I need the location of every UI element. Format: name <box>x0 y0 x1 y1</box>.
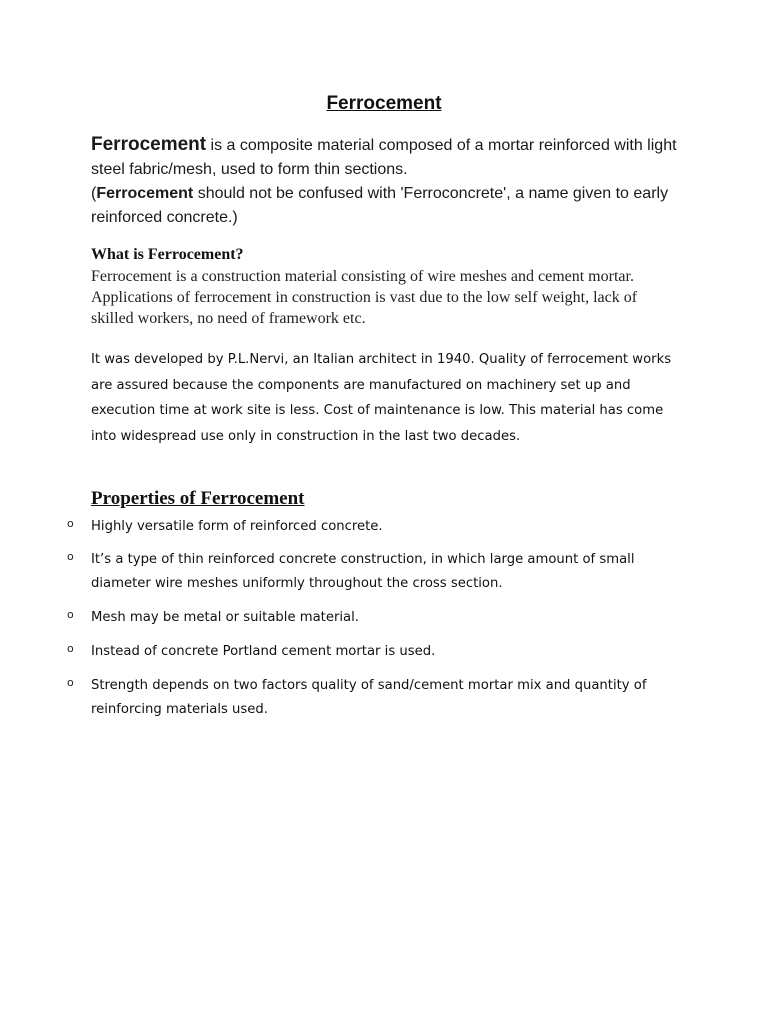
bullet-marker: o <box>67 550 74 563</box>
bullet-marker: o <box>67 676 74 689</box>
bullet-marker: o <box>67 642 74 655</box>
list-item-text: Strength depends on two factors quality of sand/cement mortar mix and quantity of reinforcing materials used. <box>91 678 647 717</box>
bullet-marker: o <box>67 517 74 530</box>
intro-paren-term: Ferrocement <box>96 185 194 202</box>
what-is-body: Ferrocement is a construction material consisting of wire meshes and cement mortar. Applications of ferrocement in construction is vast due to the low self weight, lack of skilled workers, no need of framework etc. <box>91 268 638 327</box>
list-item-text: Mesh may be metal or suitable material. <box>91 610 359 625</box>
intro-paren-open: ( <box>91 185 97 202</box>
intro-paren-text: should not be confused with 'Ferroconcrete', a name given to early reinforced concrete.) <box>91 185 669 226</box>
list-item-text: Highly versatile form of reinforced concrete. <box>91 519 383 534</box>
document-title: Ferrocement <box>326 93 442 114</box>
list-item-text: Instead of concrete Portland cement mortar is used. <box>91 644 436 659</box>
development-paragraph: It was developed by P.L.Nervi, an Italian architect in 1940. Quality of ferrocement works are assured because the components are manufactured on machinery set up and execution time at work site is less. Cost of maintenance is low. This material has come into widespread use only in construction in the last two decades. <box>91 352 672 444</box>
what-is-heading: What is Ferrocement? <box>91 246 244 263</box>
list-item-text: It’s a type of thin reinforced concrete construction, in which large amount of small diameter wire meshes uniformly throughout the cross section. <box>91 552 635 591</box>
bullet-marker: o <box>67 608 74 621</box>
properties-heading: Properties of Ferrocement <box>91 488 305 509</box>
intro-lead-term: Ferrocement <box>91 134 207 155</box>
intro-lead-text: is a composite material composed of a mortar reinforced with light steel fabric/mesh, used to form thin sections. <box>91 137 677 178</box>
intro-paragraph <box>91 133 691 230</box>
